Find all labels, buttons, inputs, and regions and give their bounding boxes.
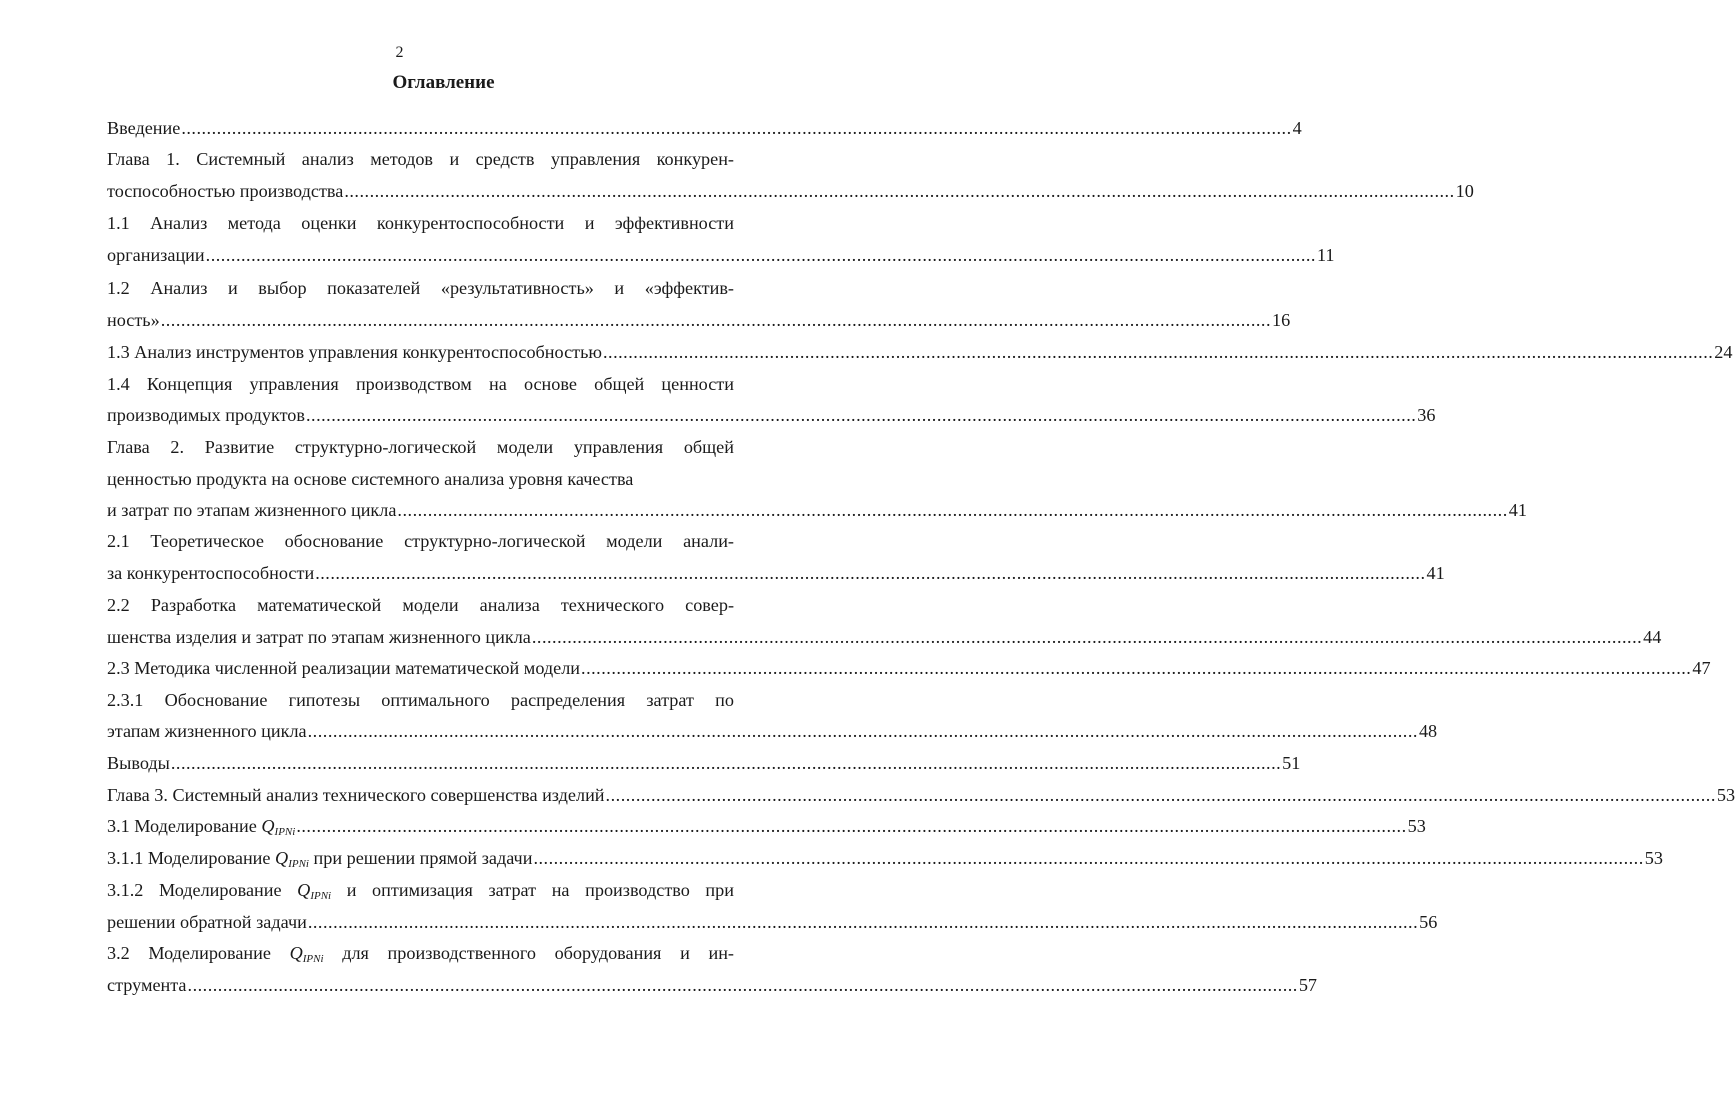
toc-page-number: 47 <box>1692 658 1711 678</box>
toc-page-number: 44 <box>1643 627 1662 647</box>
toc-entry-3-2[interactable] <box>107 974 1318 996</box>
toc-entry-2-2-lead[interactable]: 2.2 Разработка математической модели анализа технического совер- <box>107 595 734 615</box>
toc-leader-dots: ............................................................................................................................................................................................................................ <box>531 627 1643 647</box>
page-title: Оглавление <box>392 72 495 93</box>
toc-leader-dots: ............................................................................................................................................................................................................................ <box>181 118 1292 138</box>
toc-entry-2-1[interactable] <box>107 562 1445 584</box>
page-number: 2 <box>395 44 404 61</box>
toc-page-number: 16 <box>1272 310 1291 330</box>
toc-entry-chapter-2-lead2[interactable]: ценностью продукта на основе системного анализа уровня качества <box>107 469 634 489</box>
toc-entry-text: организации <box>107 245 205 265</box>
toc-page-number: 41 <box>1426 563 1445 583</box>
toc-page-number: 11 <box>1316 245 1335 265</box>
toc-entry-text: ность» <box>107 310 160 330</box>
toc-entry-1-3[interactable] <box>107 341 1733 363</box>
toc-leader-dots: ............................................................................................................................................................................................................................ <box>397 500 1508 520</box>
toc-page-number: 53 <box>1407 816 1426 836</box>
toc-entry-3-1-2[interactable] <box>107 911 1438 933</box>
toc-entry-text: 3.1.1 Моделирование $Q_{IPNi}$ при решении прямой задачи <box>107 848 533 870</box>
toc-leader-dots: ............................................................................................................................................................................................................................ <box>187 975 1298 995</box>
toc-page-number: 53 <box>1716 785 1735 805</box>
toc-entry-text: Выводы <box>107 753 170 773</box>
toc-entry-text: тоспособностью производства <box>107 181 344 201</box>
toc-page-number: 48 <box>1418 721 1438 741</box>
formula-q-ipni: $Q_{IPNi}$ <box>275 848 309 870</box>
toc-entry-3-1-2-lead[interactable]: 3.1.2 Моделирование $Q_{IPNi}$ и оптимизация затрат на производство при <box>107 880 734 902</box>
formula-q-ipni: $Q_{IPNi}$ <box>261 816 296 838</box>
toc-entry-text: этапам жизненного цикла <box>107 721 307 741</box>
toc-page-number: 4 <box>1292 118 1302 138</box>
toc-leader-dots: ............................................................................................................................................................................................................................ <box>605 785 1716 805</box>
toc-entry-chapter-1[interactable] <box>107 180 1474 202</box>
toc-entry-2-1-lead[interactable]: 2.1 Теоретическое обоснование структурно-логической модели анали- <box>107 531 734 551</box>
toc-entry-3-1[interactable] <box>107 815 1426 843</box>
toc-entry-1-1[interactable] <box>107 244 1335 266</box>
toc-page-number: 53 <box>1644 848 1663 868</box>
toc-leader-dots: ............................................................................................................................................................................................................................ <box>315 563 1426 583</box>
toc-page-number: 56 <box>1419 912 1438 932</box>
toc-leader-dots: ............................................................................................................................................................................................................................ <box>533 848 1644 868</box>
toc-entry-text: струмента <box>107 975 187 995</box>
toc-entry-text: решении обратной задачи <box>107 912 307 932</box>
toc-leader-dots: ............................................................................................................................................................................................................................ <box>305 405 1417 425</box>
toc-entry-2-3-1-lead[interactable]: 2.3.1 Обоснование гипотезы оптимального распределения затрат по <box>107 690 734 710</box>
toc-entry-text: Глава 3. Системный анализ технического совершенства изделий <box>107 785 605 805</box>
toc-leader-dots: ............................................................................................................................................................................................................................ <box>581 658 1692 678</box>
toc-leader-dots: ............................................................................................................................................................................................................................ <box>307 912 1419 932</box>
toc-entry-text: и затрат по этапам жизненного цикла <box>107 500 397 520</box>
toc-entry-chapter-3[interactable] <box>107 784 1735 806</box>
formula-q-ipni: $Q_{IPNi}$ <box>289 943 324 965</box>
toc-leader-dots: ............................................................................................................................................................................................................................ <box>307 721 1418 741</box>
toc-leader-dots: ............................................................................................................................................................................................................................ <box>160 310 1272 330</box>
toc-entry-1-4[interactable] <box>107 404 1436 426</box>
toc-entry-text: Введение <box>107 118 181 138</box>
toc-page-number: 41 <box>1508 500 1527 520</box>
toc-entry-text: 1.3 Анализ инструментов управления конкурентоспособностью <box>107 342 602 362</box>
toc-entry-text: производимых продуктов <box>107 405 305 425</box>
toc-leader-dots: ............................................................................................................................................................................................................................ <box>205 245 1316 265</box>
toc-entry-2-3-1[interactable] <box>107 720 1438 742</box>
toc-page-number: 36 <box>1417 405 1436 425</box>
toc-leader-dots: ............................................................................................................................................................................................................................ <box>296 816 1407 836</box>
toc-entry-text: 3.1 Моделирование $Q_{IPNi}$ <box>107 816 296 838</box>
toc-entry-conclusions[interactable] <box>107 752 1301 774</box>
toc-entry-2-2[interactable] <box>107 626 1662 648</box>
toc-entry-1-4-lead[interactable]: 1.4 Концепция управления производством на основе общей ценности <box>107 374 734 394</box>
toc-page-number: 51 <box>1282 753 1301 773</box>
toc-entry-text: 2.3 Методика численной реализации математической модели <box>107 658 581 678</box>
toc-entry-chapter-1-lead[interactable]: Глава 1. Системный анализ методов и средств управления конкурен- <box>107 149 734 169</box>
toc-leader-dots: ............................................................................................................................................................................................................................ <box>602 342 1714 362</box>
toc-entry-text: шенства изделия и затрат по этапам жизненного цикла <box>107 627 531 647</box>
formula-q-ipni: $Q_{IPNi}$ <box>297 880 332 902</box>
toc-entry-1-1-lead[interactable]: 1.1 Анализ метода оценки конкурентоспособности и эффективности <box>107 213 734 233</box>
toc-leader-dots: ............................................................................................................................................................................................................................ <box>170 753 1282 773</box>
toc-entry-3-2-lead[interactable]: 3.2 Моделирование $Q_{IPNi}$ для производственного оборудования и ин- <box>107 943 734 965</box>
toc-leader-dots: ............................................................................................................................................................................................................................ <box>344 181 1455 201</box>
toc-entry-3-1-1[interactable] <box>107 847 1663 875</box>
toc-entry-1-2[interactable] <box>107 309 1291 331</box>
toc-entry-text: за конкурентоспособности <box>107 563 315 583</box>
toc-entry-chapter-2-lead[interactable]: Глава 2. Развитие структурно-логической модели управления общей <box>107 437 734 457</box>
toc-entry-2-3[interactable] <box>107 657 1711 679</box>
toc-entry-chapter-2[interactable] <box>107 499 1527 521</box>
toc-page-number: 57 <box>1298 975 1318 995</box>
toc-entry-1-2-lead[interactable]: 1.2 Анализ и выбор показателей «результативность» и «эффектив- <box>107 278 734 298</box>
toc-page-number: 10 <box>1455 181 1474 201</box>
toc-page-number: 24 <box>1714 342 1733 362</box>
toc-entry-introduction[interactable] <box>107 117 1302 139</box>
